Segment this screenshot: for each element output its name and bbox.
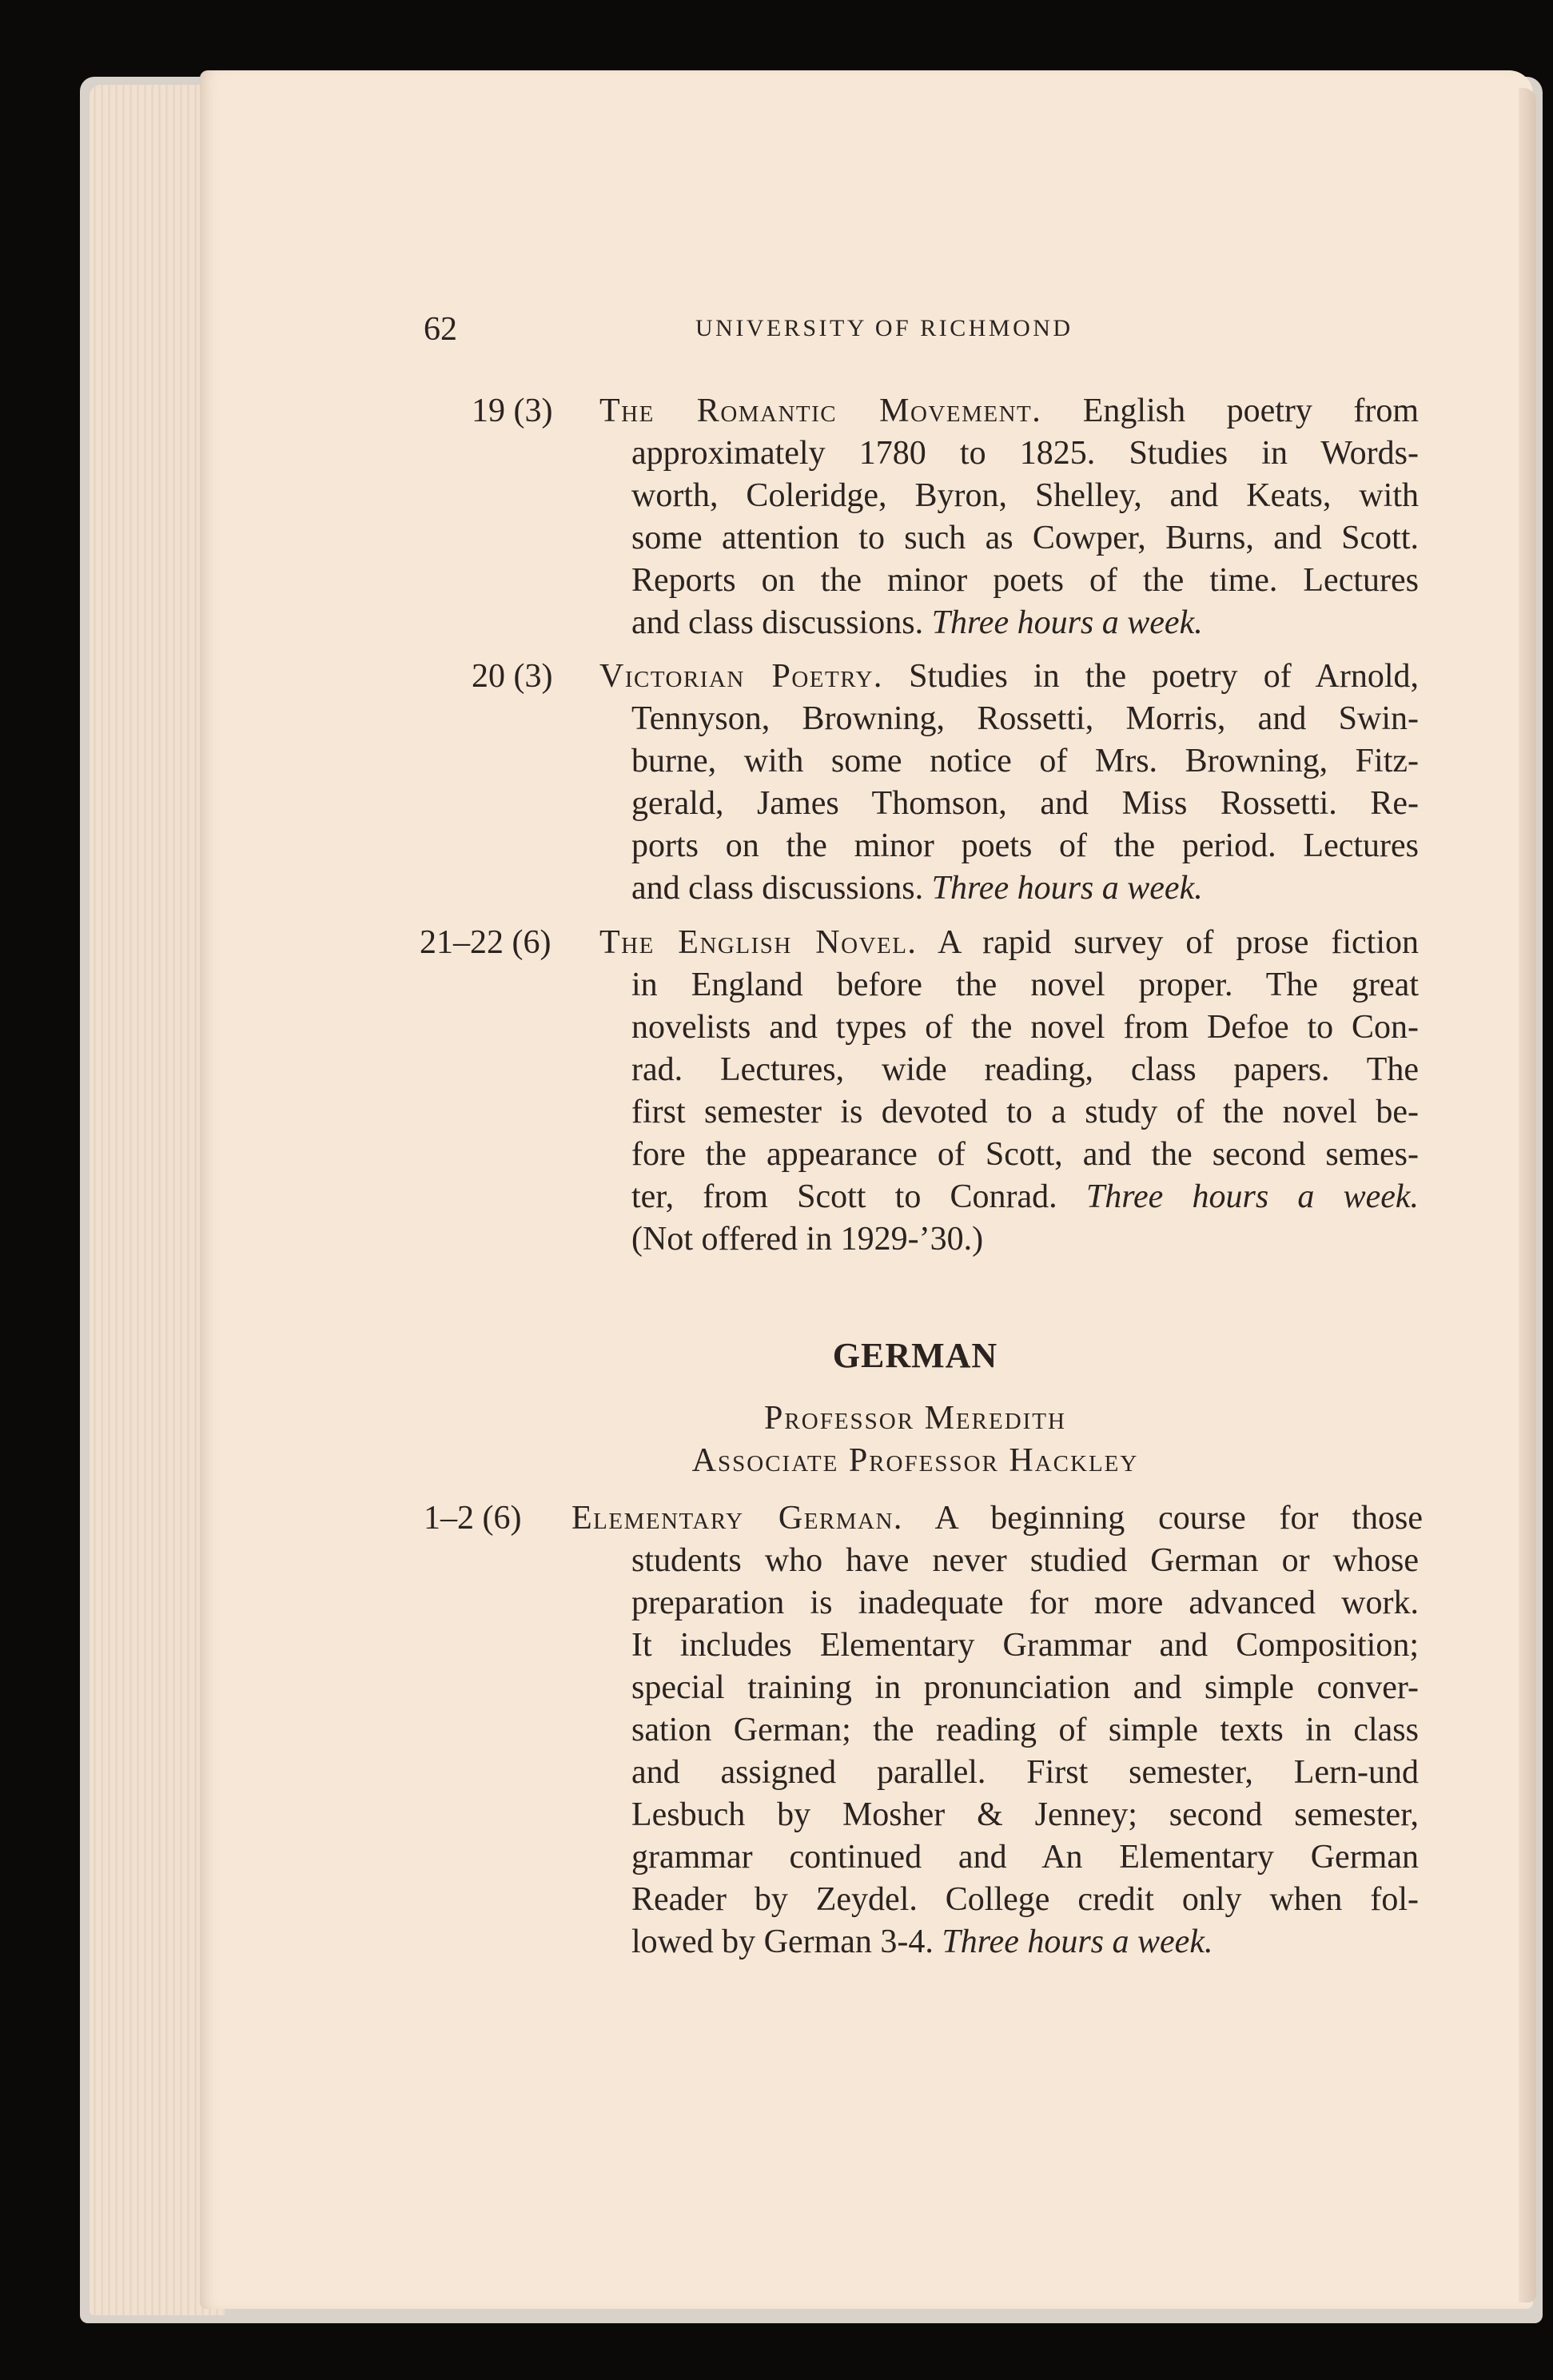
page-right-edge (1519, 88, 1536, 2302)
course-number: 1–2 (6) (424, 1500, 522, 1537)
course-title: Elementary German. (571, 1500, 903, 1537)
course-text-line: in England before the novel proper. The great (631, 967, 1419, 1003)
course-title-line (571, 1499, 1423, 1537)
course-hours: Three hours a week. (931, 604, 1203, 641)
course-text-line: and assigned parallel. First semester, Lern-und (631, 1754, 1419, 1791)
course-text-line: approximately 1780 to 1825. Studies in Words- (631, 435, 1419, 472)
faculty-line: Associate Professor Hackley (691, 1442, 1139, 1479)
course-text-line: some attention to such as Cowper, Burns, and Scott. (631, 520, 1419, 556)
course-hours: Three hours a week. (931, 870, 1203, 907)
course-number: 19 (3) (472, 393, 553, 429)
course-text-line: ports on the minor poets of the period. Lectures (631, 827, 1419, 864)
course-title-line (599, 392, 1419, 430)
course-text-line: fore the appearance of Scott, and the second semes- (631, 1136, 1419, 1173)
course-text-line: special training in pronunciation and simple conver- (631, 1669, 1419, 1706)
course-hours: Three hours a week. (1085, 1178, 1420, 1215)
faculty-line: Professor Meredith (764, 1400, 1066, 1437)
course-last-line (631, 1923, 1419, 1961)
course-text-line: and class discussions. (631, 604, 924, 641)
course-hours: Three hours a week. (942, 1924, 1213, 1960)
page-number: 62 (424, 311, 457, 348)
course-title: Victorian Poetry. (599, 658, 883, 695)
course-text-line: sation German; the reading of simple texts in class (631, 1712, 1419, 1748)
course-text-line: Reports on the minor poets of the time. Lectures (631, 562, 1419, 599)
course-text-line: burne, with some notice of Mrs. Browning, Fitz- (631, 743, 1419, 779)
course-text-line: first semester is devoted to a study of the novel be- (631, 1094, 1419, 1130)
course-text-line: grammar continued and An Elementary German (631, 1839, 1419, 1876)
course-text-line: Reader by Zeydel. College credit only when fol- (631, 1881, 1419, 1918)
course-number: 21–22 (6) (420, 924, 552, 961)
course-text-line: Studies in the poetry of Arnold, (909, 658, 1420, 695)
course-text-line: A beginning course for those (934, 1500, 1423, 1537)
course-text-line: Lesbuch by Mosher & Jenney; second semester, (631, 1796, 1419, 1833)
course-title: The Romantic Movement. (599, 393, 1042, 429)
course-text-line: novelists and types of the novel from Defoe to Con- (631, 1009, 1419, 1046)
course-number: 20 (3) (472, 658, 553, 695)
course-text-line: students who have never studied German or whose (631, 1542, 1419, 1579)
course-title-line (599, 923, 1419, 962)
course-text-line: ter, from Scott to Conrad. (631, 1178, 1057, 1215)
course-text-line: It includes Elementary Grammar and Composition; (631, 1627, 1419, 1664)
course-text-line: gerald, James Thomson, and Miss Rossetti. Re- (631, 785, 1419, 822)
course-text-line: preparation is inadequate for more advanced work. (631, 1585, 1419, 1621)
course-title-line (599, 657, 1419, 696)
course-text-line: A rapid survey of prose fiction (938, 924, 1419, 961)
course-last-line (631, 1178, 1419, 1216)
course-note: (Not offered in 1929-’30.) (631, 1221, 984, 1258)
course-title: The English Novel. (599, 924, 918, 961)
running-title: UNIVERSITY OF RICHMOND (695, 315, 1073, 341)
course-text-line: English poetry from (1082, 393, 1420, 429)
course-text-line: and class discussions. (631, 870, 924, 907)
course-last-line (631, 869, 1419, 907)
course-text-line: Tennyson, Browning, Rossetti, Morris, and Swin- (631, 700, 1419, 737)
course-text-line: worth, Coleridge, Byron, Shelley, and Keats, with (631, 477, 1419, 514)
course-last-line (631, 604, 1419, 642)
running-head (424, 310, 1447, 355)
section-title: GERMAN (832, 1336, 998, 1375)
course-text-line: rad. Lectures, wide reading, class papers. The (631, 1051, 1419, 1088)
course-text-line: lowed by German 3-4. (631, 1924, 934, 1960)
